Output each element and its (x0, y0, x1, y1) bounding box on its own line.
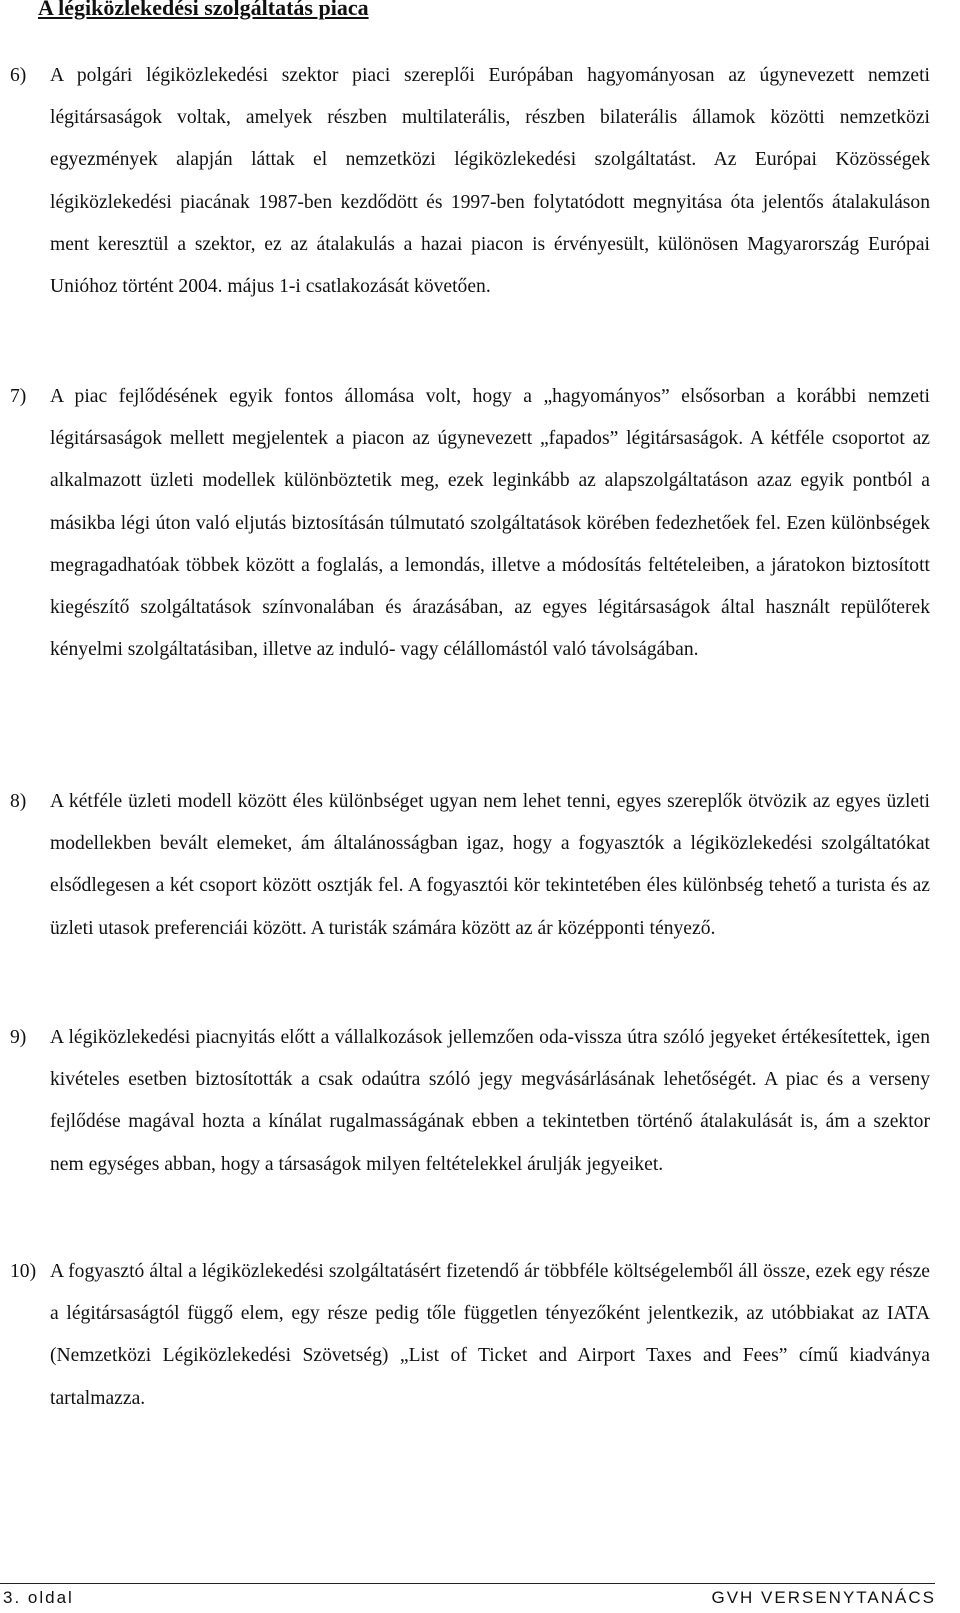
paragraph-text: A légiközlekedési piacnyitás előtt a vállalkozások jellemzően oda-vissza útra szóló jegyeket értékesítettek, igen kivételes esetben biztosították a csak odaútra szóló jegy megvásárlásának lehetőségét. A piac és a verseny fejlődése magával hozta a kínálat rugalmasságának ebben a tekintetben történő átalakulását is, ám a szektor nem egységes abban, hogy a társaságok milyen feltételekkel árulják jegyeiket. (50, 1027, 930, 1175)
paragraph-10 (10, 1251, 930, 1420)
page-number: 3. oldal (3, 1588, 74, 1607)
page-heading: A légiközlekedési szolgáltatás piaca (38, 0, 369, 20)
paragraph-6 (10, 55, 930, 308)
footer-divider (0, 1583, 935, 1584)
paragraph-8 (10, 781, 930, 950)
paragraph-number: 9) (10, 1027, 27, 1048)
paragraph-text: A fogyasztó által a légiközlekedési szolgáltatásért fizetendő ár többféle költségelemből áll össze, ezek egy része a légitársaságtól függő elem, egy része pedig tőle független tényezőként jelentkezik, az utóbbiakat az IATA (Nemzetközi Légiközlekedési Szövetség) „List of Ticket and Airport Taxes and Fees” című kiadványa tartalmazza. (50, 1261, 930, 1409)
paragraph-number: 7) (10, 386, 27, 407)
paragraph-number: 6) (10, 65, 27, 86)
footer-organization: GVH VERSENYTANÁCS (711, 1588, 936, 1607)
paragraph-number: 10) (10, 1261, 37, 1282)
paragraph-7 (10, 376, 930, 671)
paragraph-9 (10, 1017, 930, 1186)
paragraph-text: A polgári légiközlekedési szektor piaci szereplői Európában hagyományosan az úgynevezett nemzeti légitársaságok voltak, amelyek részben multilaterális, részben bilaterális államok közötti nemzetközi egyezmények alapján láttak el nemzetközi légiközlekedési szolgáltatást. Az Európai Közösségek légiközlekedési piacának 1987-ben kezdődött és 1997-ben folytatódott megnyitása óta jelentős átalakuláson ment keresztül a szektor, ez az átalakulás a hazai piacon is érvényesült, különösen Magyarország Európai Unióhoz történt 2004. május 1-i csatlakozását követően. (50, 65, 930, 298)
paragraph-text: A piac fejlődésének egyik fontos állomása volt, hogy a „hagyományos” elsősorban a korábbi nemzeti légitársaságok mellett megjelentek a piacon az úgynevezett „fapados” légitársaságok. A kétféle csoportot az alkalmazott üzleti modellek különböztetik meg, ezek leginkább az alapszolgáltatáson azaz egyik pontból a másikba légi úton való eljutás biztosításán túlmutató szolgáltatások körében fedezhetőek fel. Ezen különbségek megragadhatóak többek között a foglalás, a lemondás, illetve a módosítás feltételeiben, a járatokon biztosított kiegészítő szolgáltatások színvonalában és árazásában, az egyes légitársaságok által használt repülőterek kényelmi szolgáltatásiban, illetve az induló- vagy célállomástól való távolságában. (50, 386, 930, 661)
paragraph-number: 8) (10, 791, 27, 812)
paragraph-text: A kétféle üzleti modell között éles különbséget ugyan nem lehet tenni, egyes szereplők ötvözik az egyes üzleti modellekben bevált elemeket, ám általánosságban igaz, hogy a fogyasztók a légiközlekedési szolgáltatókat elsődlegesen a két csoport között osztják fel. A fogyasztói kör tekintetében éles különbség tehető a turista és az üzleti utasok preferenciái között. A turisták számára között az ár középponti tényező. (50, 791, 930, 939)
